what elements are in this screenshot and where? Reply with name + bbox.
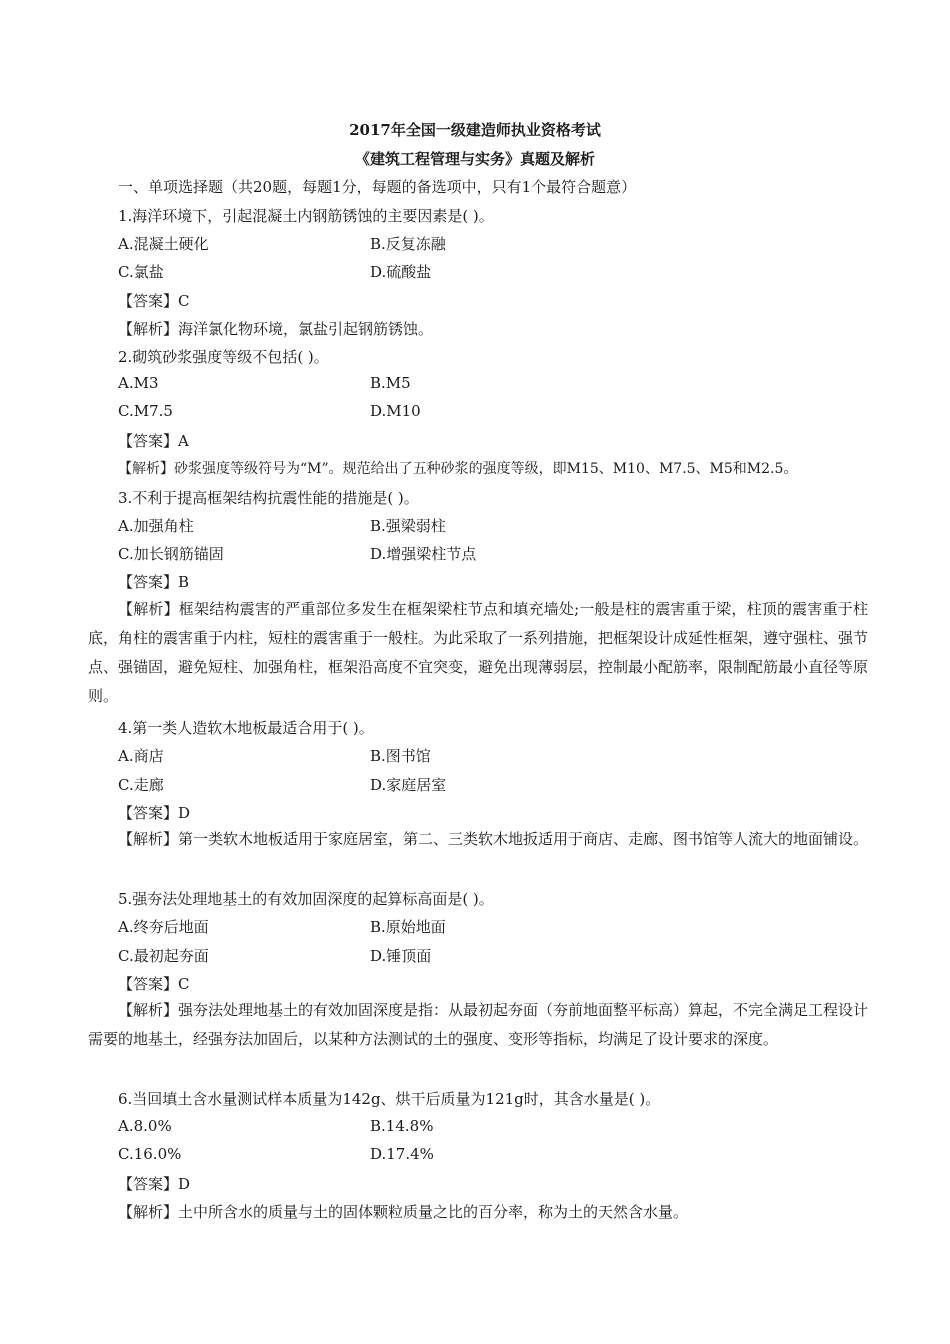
option-c: C.M7.5 [118,402,173,420]
option-d: D.17.4% [370,1145,434,1163]
answer: 【答案】B [118,573,190,591]
option-b: B.强梁弱柱 [370,517,446,535]
option-c: C.最初起夯面 [118,947,209,965]
analysis: 【解析】土中所含水的质量与土的固体颗粒质量之比的百分率，称为土的天然含水量。 [118,1203,689,1221]
document-subtitle: 《建筑工程管理与实务》真题及解析 [354,150,595,168]
analysis: 【解析】强夯法处理地基土的有效加固深度是指：从最初起夯面（夯前地面整平标高）算起，不完全满足工程设计需要的地基土，经强夯法加固后，以某种方法测试的土的强度、变形等指标，均满足了设计要求的深度。 [88,1001,869,1048]
question-stem: 2.砌筑砂浆强度等级不包括( )。 [118,348,329,366]
option-c: C.氯盐 [118,263,164,281]
analysis: 【解析】第一类软木地板适用于家庭居室，第二、三类软木地扳适用于商店、走廊、图书馆等人流大的地面铺设。 [118,830,869,848]
option-a: A.商店 [118,747,164,765]
question-stem: 6.当回填土含水量测试样本质量为142g、烘干后质量为121g时，其含水量是( )。 [118,1090,661,1108]
section-heading: 一、单项选择题（共20题，每题1分，每题的备选项中，只有1个最符合题意） [118,178,637,196]
analysis: 【解析】框架结构震害的严重部位多发生在框架梁柱节点和填充墙处;一般是柱的震害重于梁，柱顶的震害重于柱底，角柱的震害重于内柱，短柱的震害重于一般柱。为此采取了一系列措施，把框架设计成延性框架，遵守强柱、强节点、强锚固，避免短柱、加强角柱，框架沿高度不宜突变，避免出现薄弱层，控制最小配筋率，限制配筋最小直径等原则。 [88,600,869,705]
option-d: D.家庭居室 [370,776,447,794]
answer: 【答案】D [118,804,191,822]
option-b: B.14.8% [370,1117,434,1135]
question-stem: 1.海洋环境下，引起混凝土内钢筋锈蚀的主要因素是( )。 [118,207,494,225]
answer: 【答案】D [118,1175,191,1193]
answer: 【答案】C [118,292,190,310]
analysis: 【解析】砂浆强度等级符号为“M”。规范给出了五种砂浆的强度等级，即M15、M10、M7.5、M5和M2.5。 [118,461,798,477]
question-stem: 4.第一类人造软木地板最适合用于( )。 [118,719,374,737]
answer: 【答案】A [118,432,189,450]
option-c: C.走廊 [118,776,164,794]
option-c: C.16.0% [118,1145,182,1163]
question-stem: 3.不利于提高框架结构抗震性能的措施是( )。 [118,489,419,507]
option-d: D.硫酸盐 [370,263,432,281]
option-b: B.反复冻融 [370,235,446,253]
option-b: B.图书馆 [370,747,431,765]
option-d: D.增强梁柱节点 [370,545,477,563]
question-stem: 5.强夯法处理地基土的有效加固深度的起算标高面是( )。 [118,890,494,908]
document-title: 2017年全国一级建造师执业资格考试 [349,121,601,139]
analysis: 【解析】海洋氯化物环境，氯盐引起钢筋锈蚀。 [118,320,434,338]
answer: 【答案】C [118,975,190,993]
option-b: B.M5 [370,374,411,392]
option-a: A.8.0% [118,1117,172,1135]
option-d: D.锤顶面 [370,947,432,965]
option-c: C.加长钢筋锚固 [118,545,224,563]
option-d: D.M10 [370,402,421,420]
option-a: A.M3 [118,374,159,392]
option-b: B.原始地面 [370,918,446,936]
option-a: A.混凝土硬化 [118,235,209,253]
option-a: A.终夯后地面 [118,918,209,936]
option-a: A.加强角柱 [118,517,194,535]
